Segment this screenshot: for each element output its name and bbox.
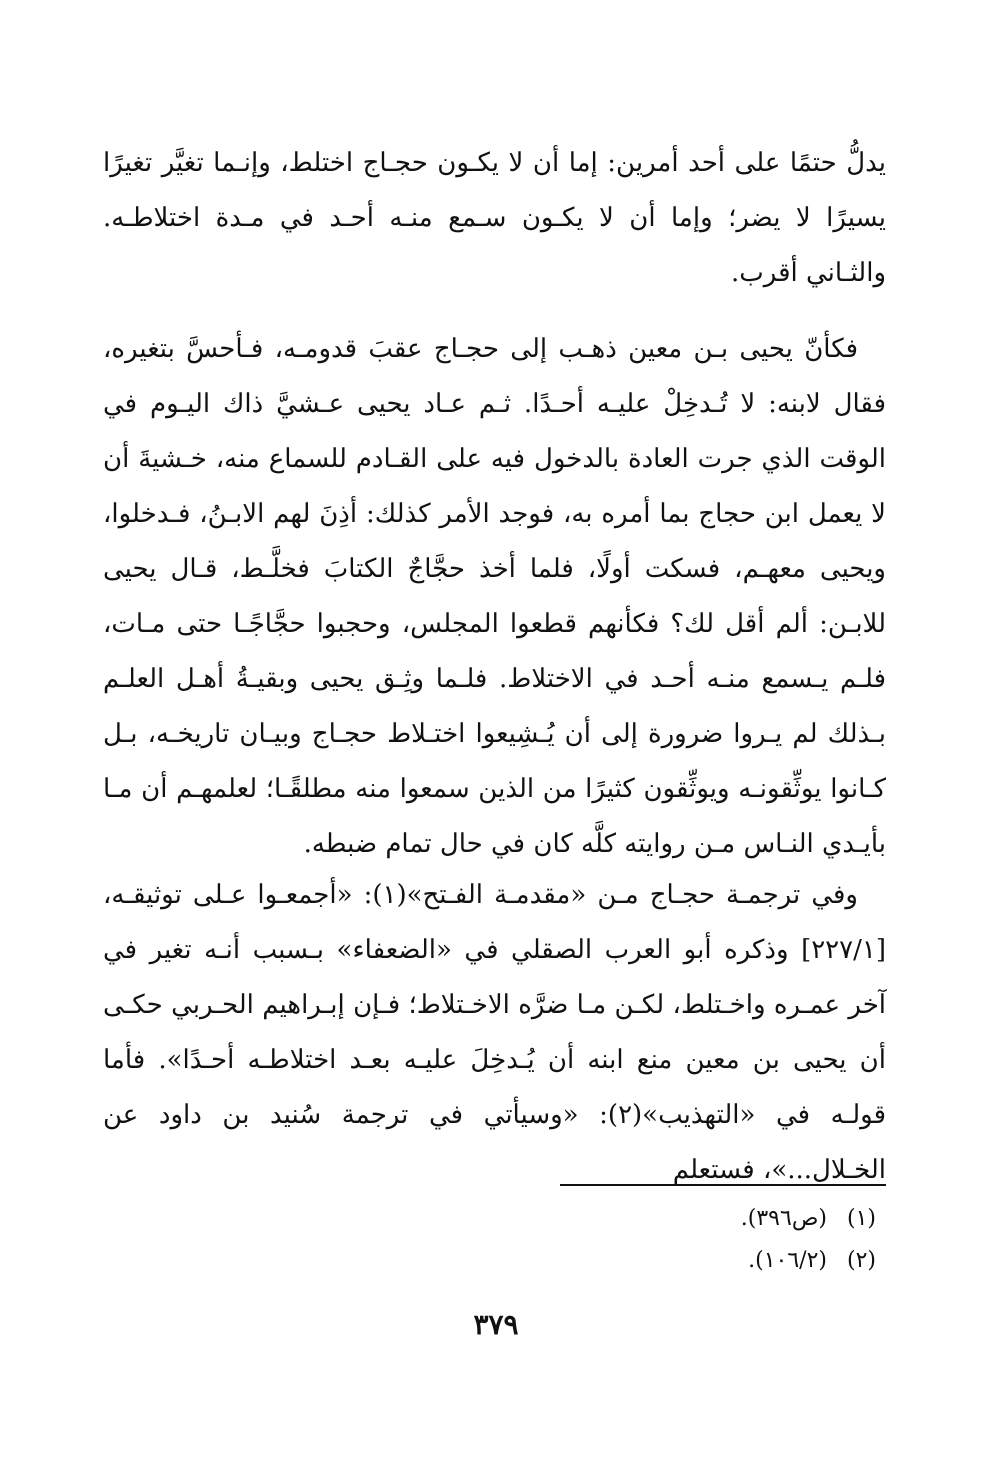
footnote-divider [560,1184,886,1186]
footnote-2-number: (٢) [846,1248,876,1273]
paragraph-1: يدلُّ حتمًا على أحد أمرين: إما أن لا يكـون حجـاج اختلط، وإنـما تغيَّر تغيرًا يسيرًا لا يضر؛ وإما أن لا يكـون سـمع منـه أحـد في مـدة اختلاطـه. والثـاني أقرب. [103,148,886,288]
footnote-1-text: (ص٣٩٦). [740,1206,827,1231]
paragraph-3: وفي ترجمـة حجـاج مـن «مقدمـة الفـتح»(١): «أجمعـوا عـلى توثيقـه، [٢٢٧/١] وذكره أبو العرب الصقلي في «الضعفاء» بـسبب أنـه تغير في آخر عمـره واخـتلط، لكـن مـا ضرَّه الاخـتلاط؛ فـإن إبـراهيم الحـربي حكـى أن يحيى بن معين منع ابنه أن يُـدخِلَ عليـه بعـد اختلاطـه أحـدًا». فأما قولـه في «التهذيب»(٢): «وسيأتي في ترجمة سُنيد بن داود عن الخـلال...»، فستعلم [103,880,886,1185]
page-number: ٣٧٩ [473,1308,519,1341]
footnote-1-number: (١) [846,1206,876,1231]
footnote-2-text: (١٠٦/٢). [748,1248,827,1273]
footnote-2 [560,1242,876,1280]
paragraph-2: فكأنّ يحيى بـن معين ذهـب إلى حجـاج عقبَ قدومـه، فـأحسَّ بتغيره، فقال لابنه: لا تُـدخِلْ عليـه أحـدًا. ثـم عـاد يحيى عـشيَّ ذاك اليـوم في الوقت الذي جرت العادة بالدخول فيه على القـادم للسماع منه، خـشيةَ أن لا يعمل ابن حجاج بما أمره به، فوجد الأمر كذلك: أذِنَ لهم الابـنُ، فـدخلوا، ويحيى معهـم، فسكت أولًا، فلما أخذ حجَّاجٌ الكتابَ فخلَّـط، قـال يحيى للابـن: ألم أقل لك؟ فكأنهم قطعوا المجلس، وحجبوا حجَّاجًـا حتى مـات، فلـم يـسمع منـه أحـد في الاختلاط. فلـما وثِـق يحيى وبقيـةُ أهـل العلـم بـذلك لم يـروا ضرورة إلى أن يُـشِيعوا اختـلاط حجـاج وبيـان تاريخـه، بـل كـانوا يوثِّقونـه ويوثِّقون كثيرًا من الذين سمعوا منه مطلقًـا؛ لعلمهـم أن مـا بأيـدي النـاس مـن روايته كلَّه كان في حال تمام ضبطه. [103,334,886,859]
footnote-1 [560,1200,876,1238]
